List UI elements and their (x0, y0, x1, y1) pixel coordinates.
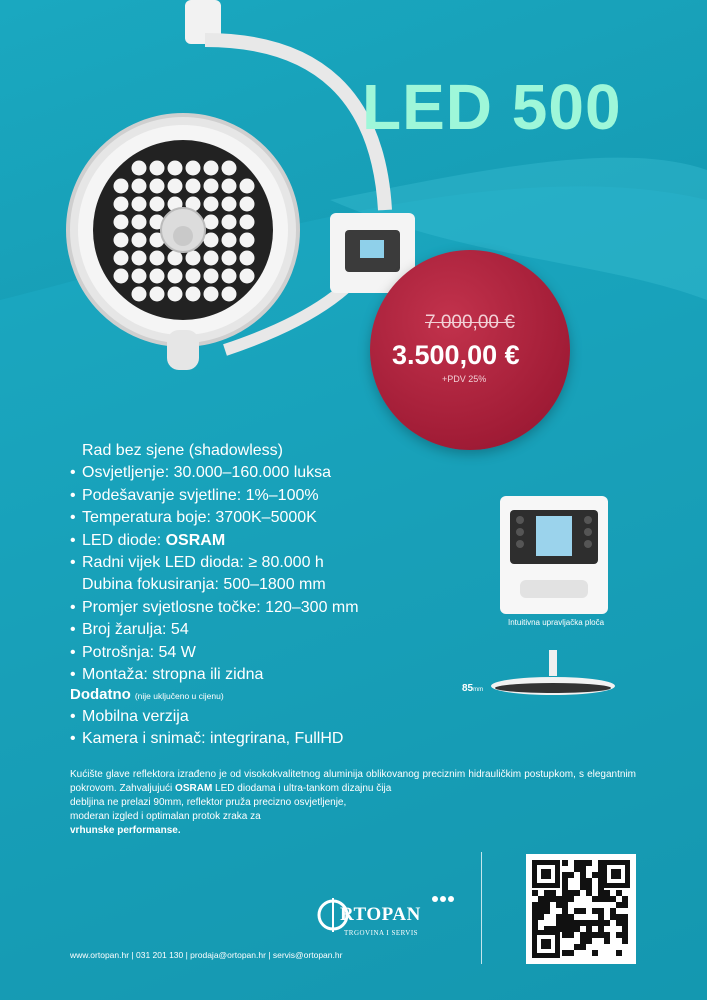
panel-caption: Intuitivna upravljačka ploča (507, 618, 605, 627)
lamp-side-view-image (490, 650, 620, 700)
product-title: LED 500 (362, 71, 622, 143)
control-panel-image (500, 496, 608, 614)
vat-note: +PDV 25% (442, 374, 487, 384)
spec-list (70, 440, 359, 686)
qr-code-image (526, 854, 636, 964)
logo-tagline: TRGOVINA I SERVIS (344, 929, 419, 937)
extras-heading: Dodatno (nije uključeno u cijenu) (70, 686, 224, 703)
extras-note: (nije uključeno u cijenu) (134, 691, 224, 701)
spec-item: • Podešavanje svjetline: 1%–100% (70, 486, 319, 504)
spec-item: • Temperatura boje: 3700K–5000K (70, 509, 317, 527)
spec-item: • LED diode: OSRAM (70, 531, 226, 549)
spec-item: Dubina fokusiranja: 500–1800 mm (82, 576, 326, 594)
spec-item: Rad bez sjene (shadowless) (82, 442, 283, 459)
price-badge (370, 250, 570, 450)
depth-label: 85mm (462, 683, 484, 694)
spec-item: • Promjer svjetlosne točke: 120–300 mm (70, 598, 359, 616)
new-price: 3.500,00 € (392, 340, 520, 370)
spec-item: • Radni vijek LED dioda: ≥ 80.000 h (70, 553, 324, 571)
spec-item: • Montaža: stropna ili zidna (70, 665, 264, 683)
spec-item: • Broj žarulja: 54 (70, 621, 189, 639)
footer-contacts: www.ortopan.hr | 031 201 130 | prodaja@ortopan.hr | servis@ortopan.hr (70, 950, 343, 960)
extras-list (70, 706, 343, 751)
extras-item: • Mobilna verzija (70, 708, 189, 725)
extras-item: • Kamera i snimač: integrirana, FullHD (70, 730, 344, 748)
spec-item: • Potrošnja: 54 W (70, 643, 196, 661)
logo-text: RTOPAN (340, 904, 421, 925)
description-text: Kućište glave reflektora izrađeno je od visokokvalitetnog aluminija oblikovanog preciznim hidrauličkim postupkom, s elegantnim pokrovom. Zahvaljujući OSRAM LED diodama i ultra-tankom dizajnu čija debljina ne prelazi 90mm, reflektor pruža precizno osvjetljenje, moderan izgled i optimalan protok zraka za vrhunske performanse. (70, 769, 636, 836)
spec-item: • Osvjetljenje: 30.000–160.000 luksa (70, 464, 332, 482)
old-price: 7.000,00 € (425, 312, 515, 333)
divider (481, 852, 482, 964)
